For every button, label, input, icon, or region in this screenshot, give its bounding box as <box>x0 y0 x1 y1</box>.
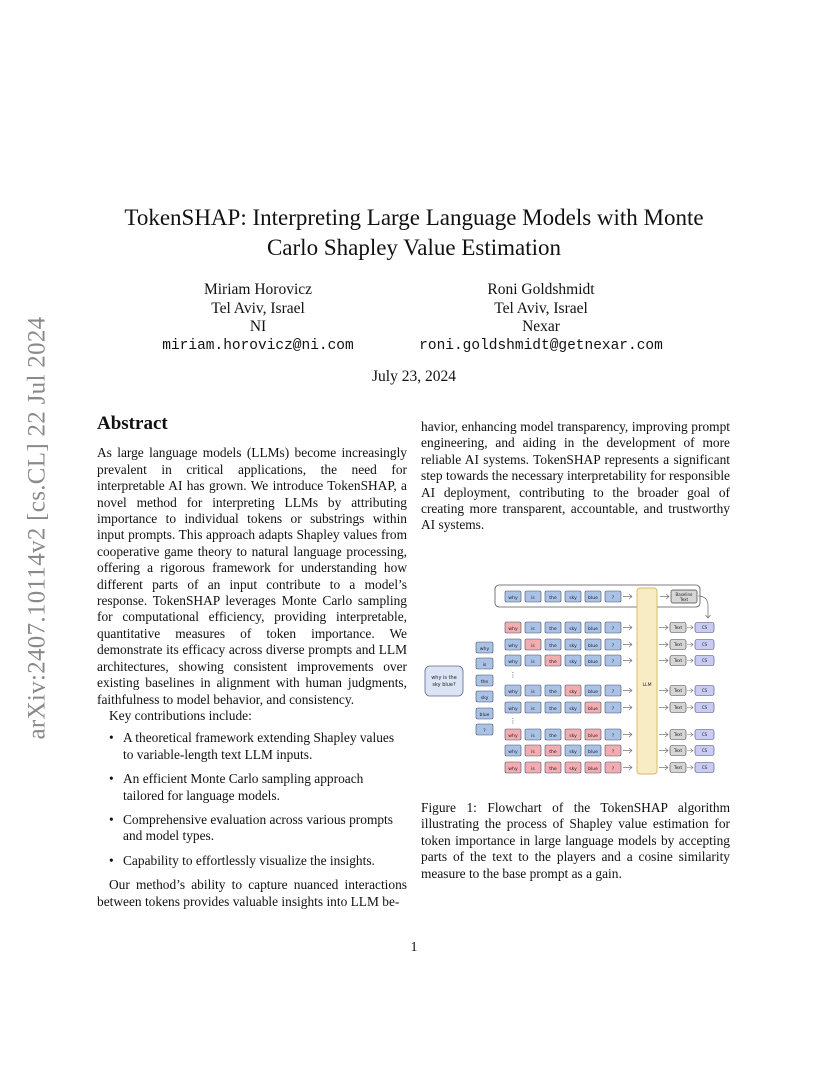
token-label: sky <box>569 643 577 649</box>
arrow-to-cs <box>687 766 693 770</box>
left-column <box>97 413 407 910</box>
token-label: why <box>508 595 518 601</box>
arrow-to-text <box>659 765 668 770</box>
cs-label: CS <box>701 748 708 753</box>
list-item: • An efficient Monte Carlo sampling approach tailored for language models. <box>109 771 407 804</box>
token-label: why <box>508 626 518 632</box>
cs-label: CS <box>701 625 708 630</box>
token-label: blue <box>588 659 598 665</box>
arrow-to-text <box>659 688 668 693</box>
baseline-label: Text <box>679 596 689 602</box>
cs-label: CS <box>701 732 708 737</box>
list-item: • A theoretical framework extending Shapley values to variable-length text LLM inputs. <box>109 730 407 763</box>
author-location: Tel Aviv, Israel <box>494 299 588 317</box>
arrow-to-cs <box>687 659 693 663</box>
response-text-label: Text <box>673 625 683 630</box>
right-column-text <box>421 419 730 534</box>
token-label: blue <box>588 689 598 695</box>
arrow-to-text <box>659 748 668 753</box>
token-label: sky <box>569 595 577 601</box>
cs-label: CS <box>701 765 708 770</box>
arrow-to-llm <box>623 625 632 630</box>
author-email: miriam.horovicz@ni.com <box>162 337 354 354</box>
token-label: ? <box>611 659 615 665</box>
response-text-label: Text <box>673 732 683 737</box>
player-token-label: ? <box>483 728 486 734</box>
cs-label: CS <box>701 705 708 710</box>
arrow-to-cs <box>687 643 693 647</box>
response-text-label: Text <box>673 748 683 753</box>
paper-date: July 23, 2024 <box>372 368 456 385</box>
arrow-to-cs <box>687 706 693 710</box>
player-token-label: why <box>479 646 490 652</box>
list-item: • Comprehensive evaluation across various prompts and model types. <box>109 812 407 845</box>
arrow-to-text <box>659 705 668 710</box>
token-label: the <box>549 733 557 739</box>
token-label: why <box>508 689 518 695</box>
token-label: the <box>549 749 557 755</box>
arrow-to-text <box>659 658 668 663</box>
token-label: blue <box>588 706 598 712</box>
token-label: sky <box>569 659 577 665</box>
token-label: ? <box>611 749 615 755</box>
token-label: why <box>508 749 518 755</box>
player-token-label: sky <box>480 695 489 701</box>
contributions-list <box>97 730 407 869</box>
arrow-to-llm <box>623 765 632 770</box>
response-text-label: Text <box>673 642 683 647</box>
prompt-text: sky blue? <box>432 682 456 688</box>
token-label: why <box>508 733 518 739</box>
tokenshap-flowchart <box>422 582 722 778</box>
token-label: sky <box>569 766 577 772</box>
token-label: ? <box>611 626 615 632</box>
arrow-to-llm <box>623 705 632 710</box>
abstract-heading: Abstract <box>97 413 168 434</box>
list-item: • Capability to effortlessly visualize the insights. <box>109 853 407 869</box>
player-token-label: the <box>480 679 489 685</box>
closing-paragraph: Our method’s ability to capture nuanced interactions between tokens provides valuable insights into LLM be- <box>97 877 407 909</box>
cs-label: CS <box>701 642 708 647</box>
player-token-label: blue <box>479 712 490 718</box>
response-text-label: Text <box>673 765 683 770</box>
token-label: why <box>508 643 518 649</box>
token-label: is <box>531 689 535 695</box>
arxiv-watermark <box>22 298 52 758</box>
token-label: ? <box>611 733 615 739</box>
token-label: is <box>531 733 535 739</box>
token-label: the <box>549 689 557 695</box>
arrow-to-llm <box>623 688 632 693</box>
author-affiliation: Nexar <box>522 318 560 335</box>
token-label: is <box>531 643 535 649</box>
token-label: is <box>531 626 535 632</box>
token-label: sky <box>569 689 577 695</box>
token-label: blue <box>588 626 598 632</box>
author-block-2 <box>396 281 686 355</box>
token-label: blue <box>588 749 598 755</box>
author-email: roni.goldshmidt@getnexar.com <box>419 337 663 354</box>
llm-block <box>637 588 657 774</box>
token-label: why <box>508 706 518 712</box>
arrow-to-text <box>659 642 668 647</box>
token-label: sky <box>569 733 577 739</box>
title-line-2: Carlo Shapley Value Estimation <box>266 235 562 260</box>
token-label: sky <box>569 749 577 755</box>
token-label: the <box>549 766 557 772</box>
arrow-to-text <box>659 625 668 630</box>
token-label: the <box>549 595 557 601</box>
token-label: ? <box>611 689 615 695</box>
response-text-label: Text <box>673 658 683 663</box>
author-location: Tel Aviv, Israel <box>211 299 305 317</box>
token-label: ? <box>611 706 615 712</box>
player-token-label: is <box>482 662 487 668</box>
token-label: is <box>531 659 535 665</box>
token-label: ? <box>611 595 615 601</box>
contributions-intro: Key contributions include: <box>109 707 252 723</box>
arrow-to-llm <box>623 658 632 663</box>
cs-label: CS <box>701 658 708 663</box>
prompt-text: why is the <box>431 675 457 681</box>
token-label: blue <box>588 643 598 649</box>
prompt-bubble <box>425 666 463 696</box>
token-label: why <box>508 659 518 665</box>
arrow-to-llm <box>623 732 632 737</box>
author-name: Roni Goldshmidt <box>487 281 595 298</box>
token-label: the <box>549 643 557 649</box>
ellipsis: ⋮ <box>509 717 517 725</box>
page-number: 1 <box>410 940 418 955</box>
author-block-1 <box>140 281 376 355</box>
token-label: the <box>549 706 557 712</box>
arrow-to-cs <box>687 689 693 693</box>
token-label: is <box>531 749 535 755</box>
ellipsis: ⋮ <box>509 671 517 679</box>
figure-caption: Figure 1: Flowchart of the TokenSHAP algorithm illustrating the process of Shapley value estimation for token importance in large language models by accepting parts of the text to the players and a cosine similarity measure to the base prompt as a gain. <box>421 800 730 881</box>
arrow-to-llm <box>623 642 632 647</box>
arrow-to-cs <box>687 733 693 737</box>
token-label: ? <box>611 766 615 772</box>
cs-label: CS <box>701 688 708 693</box>
token-label: blue <box>588 766 598 772</box>
baseline-label: Baseline <box>675 591 693 597</box>
token-label: is <box>531 766 535 772</box>
continued-paragraph: havior, enhancing model transparency, improving prompt engineering, and aiding in the development of more reliable AI systems. TokenSHAP represents a significant step towards the necessary interpretability for responsible AI deployment, contributing to the broader goal of creating more transparent, accountable, and trustworthy AI systems. <box>421 419 730 533</box>
token-label: the <box>549 659 557 665</box>
arrow-to-llm <box>623 748 632 753</box>
arrow-to-text <box>659 732 668 737</box>
token-label: sky <box>569 626 577 632</box>
token-label: is <box>531 706 535 712</box>
llm-label: LLM <box>642 683 652 688</box>
author-name: Miriam Horovicz <box>203 281 313 298</box>
token-label: the <box>549 626 557 632</box>
token-label: blue <box>588 733 598 739</box>
response-text-label: Text <box>673 688 683 693</box>
token-label: ? <box>611 643 615 649</box>
token-label: sky <box>569 706 577 712</box>
title-line-1: TokenSHAP: Interpreting Large Language Models with Monte <box>124 205 704 230</box>
token-label: blue <box>588 595 598 601</box>
author-affiliation: NI <box>249 318 267 335</box>
abstract-paragraph: As large language models (LLMs) become increasingly prevalent in critical applications, the need for interpretable AI has grown. We introduce TokenSHAP, a novel method for interpreting LLMs by attributing importance to individual tokens or substrings within input prompts. This approach adapts Shapley values from cooperative game theory to natural language processing, offering a rigorous framework for understanding how different parts of an input contribute to a model’s response. TokenSHAP leverages Monte Carlo sampling for computational efficiency, providing interpretable, quantitative measures of token importance. We demonstrate its efficacy across diverse prompts and LLM architectures, showing consistent improvements over existing baselines in alignment with human judgments, faithfulness to model behavior, and consistency. <box>97 445 407 707</box>
paper-title <box>100 203 728 263</box>
token-label: why <box>508 766 518 772</box>
token-label: is <box>531 595 535 601</box>
arrow-to-cs <box>687 626 693 630</box>
arrow-to-cs <box>687 749 693 753</box>
response-text-label: Text <box>673 705 683 710</box>
arxiv-id: arXiv:2407.10114v2 [cs.CL] 22 Jul 2024 <box>23 316 50 740</box>
